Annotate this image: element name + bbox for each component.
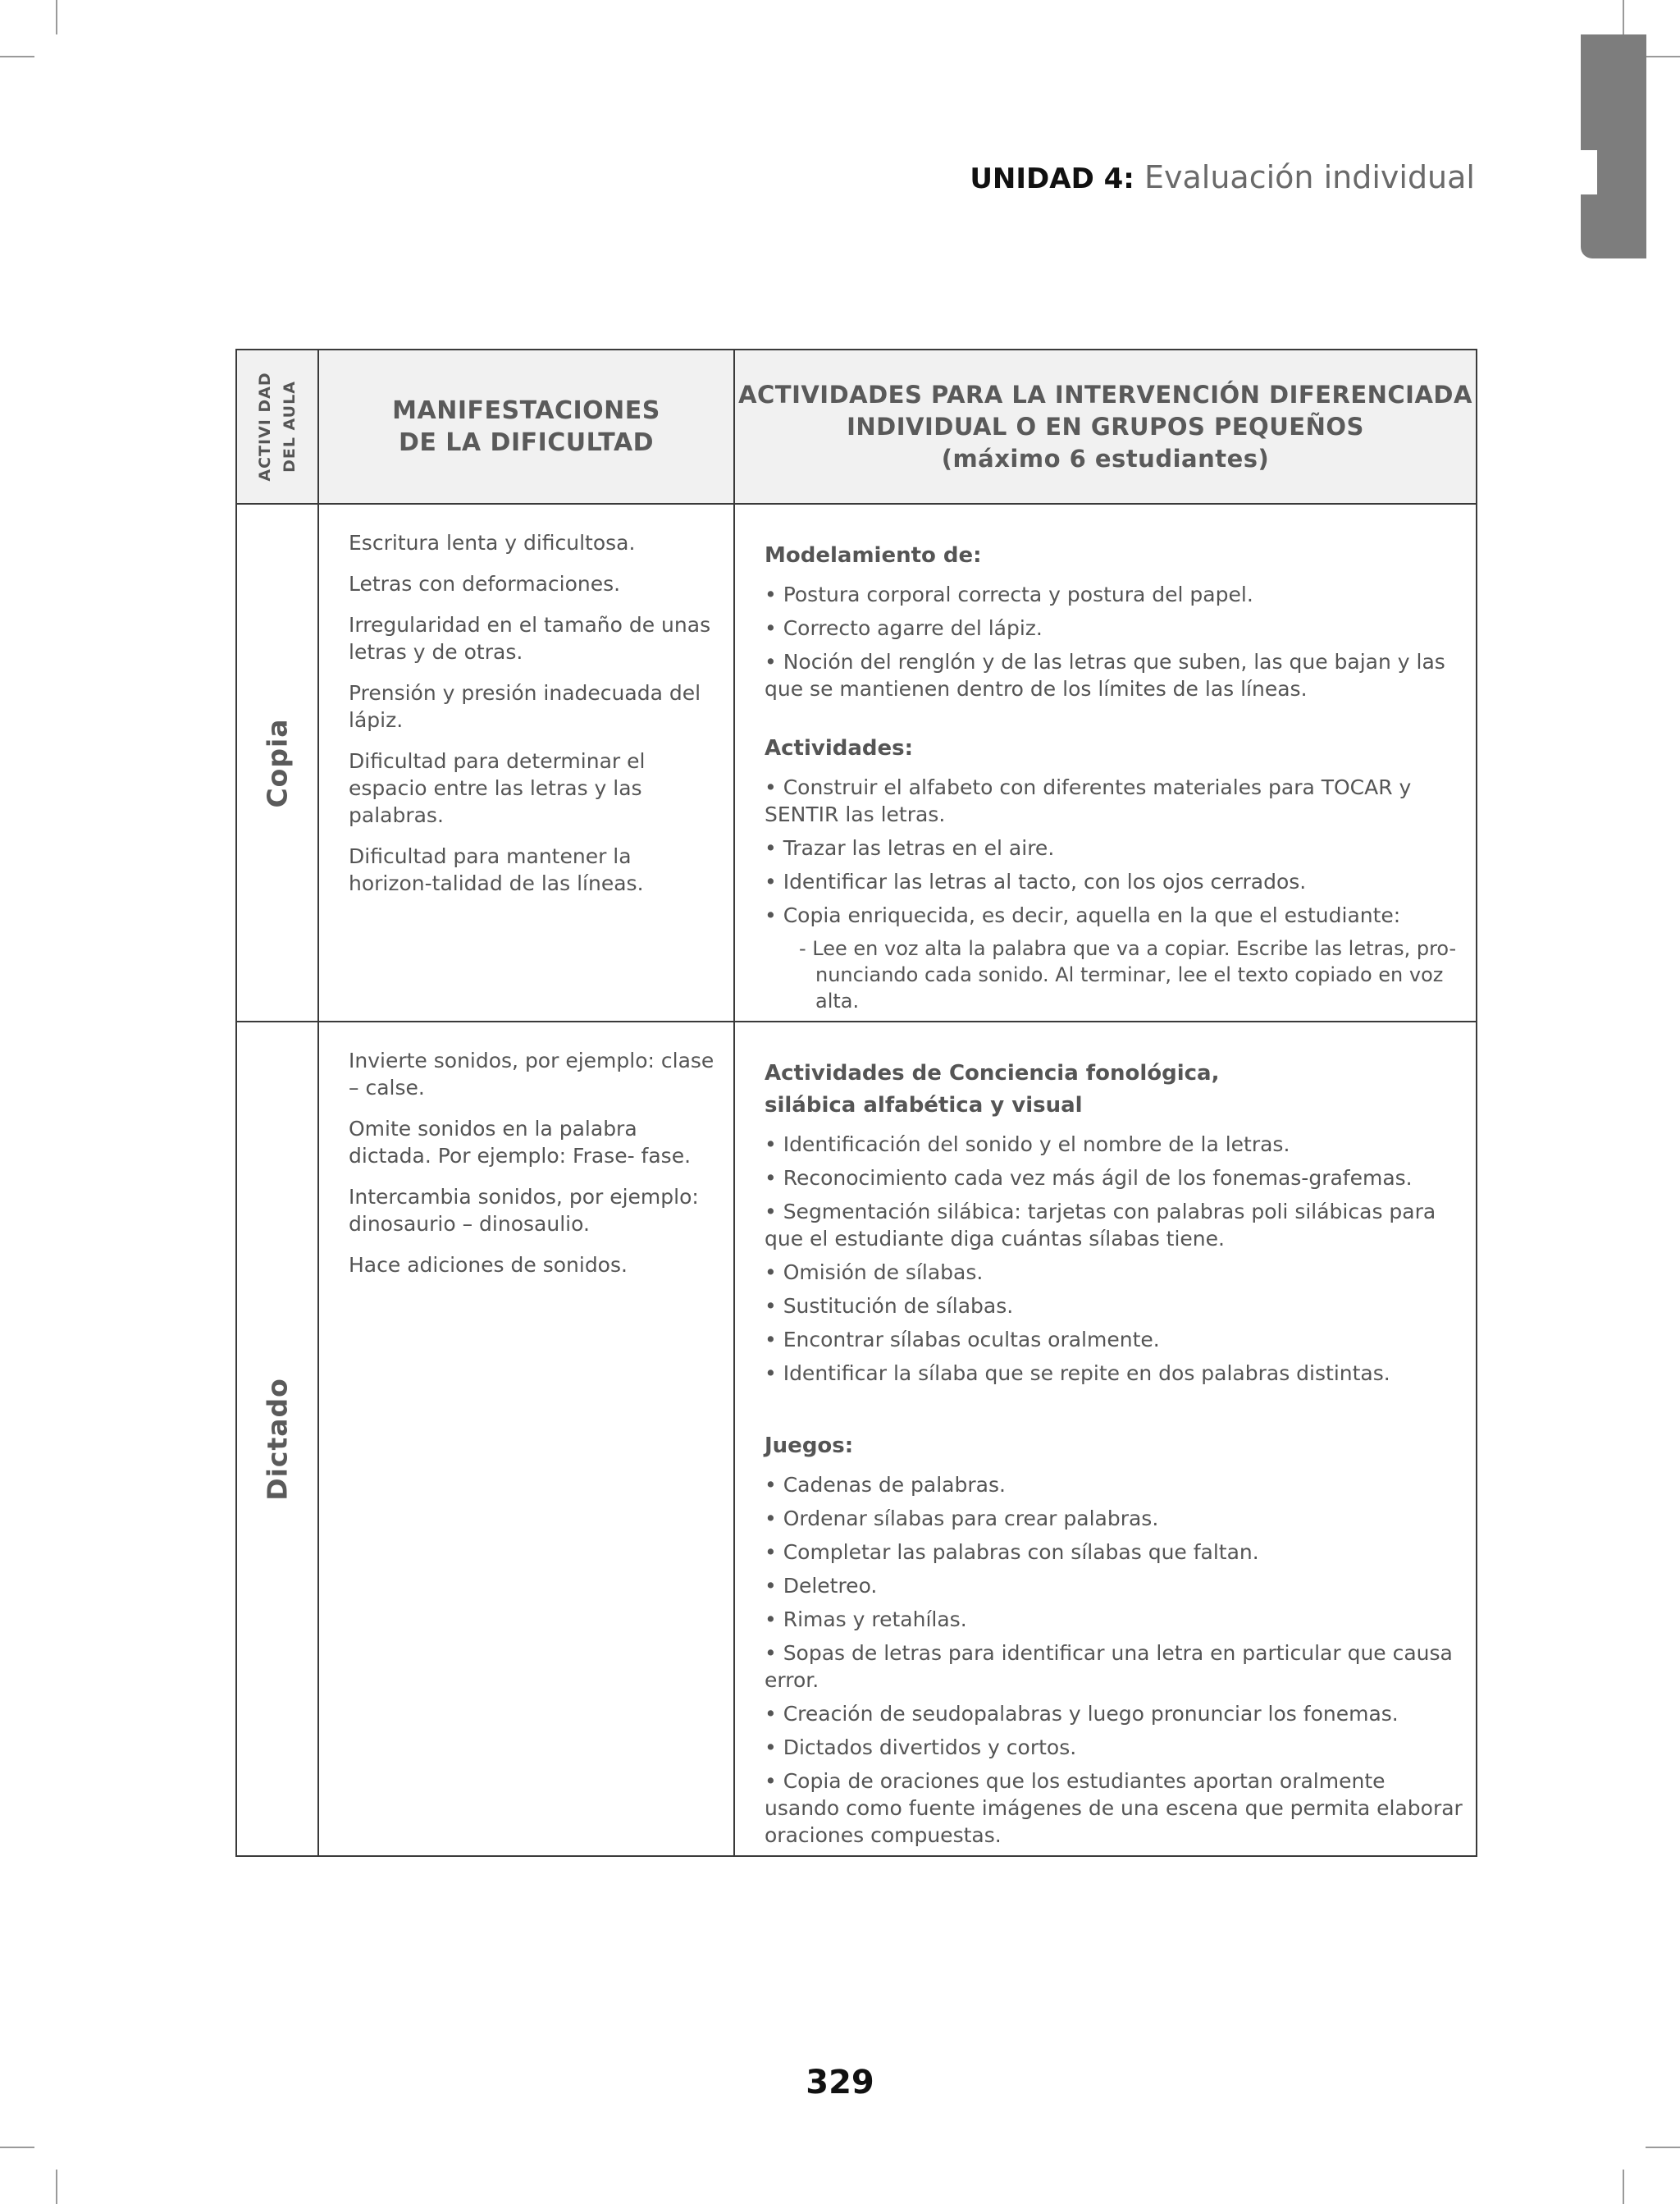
unit-title: Evaluación individual: [1144, 159, 1475, 195]
header-manifestations-line2: DE LA DIFICULTAD: [398, 428, 655, 457]
activity-item: • Trazar las letras en el aire.: [765, 836, 1055, 860]
activity-item: • Segmentación silábica: tarjetas con palabras poli silábicas para que el estudiante diga cuántas sílabas tiene.: [765, 1200, 1436, 1251]
header-activities-line3: (máximo 6 estudiantes): [941, 444, 1270, 473]
manifestation-item: Prensión y presión inadecuada del lápiz.: [349, 681, 701, 732]
row-label: Dictado: [261, 1377, 294, 1501]
unit-label: UNIDAD 4:: [970, 162, 1134, 195]
manifestation-item: Dificultad para determinar el espacio entre las letras y las palabras.: [349, 749, 646, 827]
activity-item: • Copia de oraciones que los estudiantes aportan oralmente usando como fuente imágenes de una escena que permita elaborar oraciones compuestas.: [765, 1769, 1463, 1847]
header-activity-line1: ACTIVI DAD: [256, 372, 274, 482]
activities-cell: [734, 1022, 1477, 1856]
activity-item: • Sopas de letras para identificar una letra en particular que causa error.: [765, 1641, 1453, 1692]
activity-item: • Deletreo.: [765, 1574, 878, 1598]
row-label: Copia: [261, 717, 294, 808]
activity-item: • Ordenar sílabas para crear palabras.: [765, 1507, 1159, 1530]
manifestation-item: Letras con deformaciones.: [349, 572, 621, 596]
activity-item: • Creación de seudopalabras y luego pronunciar los fonemas.: [765, 1702, 1399, 1726]
crop-mark: [0, 2147, 34, 2148]
manifestation-item: Invierte sonidos, por ejemplo: clase – calse.: [349, 1049, 714, 1100]
activity-item: • Noción del renglón y de las letras que suben, las que bajan y las que se mantienen dentro de los límites de las líneas.: [765, 650, 1445, 701]
activity-item: • Encontrar sílabas ocultas oralmente.: [765, 1328, 1160, 1351]
section-title: Actividades de Conciencia fonológica,: [765, 1061, 1220, 1086]
crop-mark: [1623, 2170, 1624, 2204]
manifestations-cell: [318, 1022, 734, 1856]
activities-cell: [734, 504, 1477, 1022]
header-activity-line2: DEL AULA: [281, 381, 299, 473]
crop-mark: [56, 0, 57, 34]
activity-item: • Reconocimiento cada vez más ágil de los fonemas-grafemas.: [765, 1166, 1413, 1190]
activity-item: • Omisión de sílabas.: [765, 1260, 984, 1284]
activity-item: • Construir el alfabeto con diferentes materiales para TOCAR y SENTIR las letras.: [765, 775, 1412, 826]
section-title: Actividades:: [765, 736, 914, 761]
crop-mark: [1646, 2147, 1680, 2148]
activity-item: • Sustitución de sílabas.: [765, 1294, 1014, 1318]
table-row: [236, 1022, 1477, 1856]
header-activity: [236, 350, 318, 504]
manifestation-item: Intercambia sonidos, por ejemplo: dinosaurio – dinosaulio.: [349, 1185, 699, 1236]
crop-mark: [56, 2170, 57, 2204]
header-activities: [734, 350, 1477, 504]
section-title: Modelamiento de:: [765, 543, 982, 568]
row-label-cell: [236, 504, 318, 1022]
header-manifestations: [318, 350, 734, 504]
chapter-tab: [1581, 34, 1646, 258]
activity-item: • Cadenas de palabras.: [765, 1473, 1006, 1497]
activity-item: • Correcto agarre del lápiz.: [765, 616, 1043, 640]
section-title: silábica alfabética y visual: [765, 1093, 1083, 1118]
manifestation-item: Hace adiciones de sonidos.: [349, 1253, 628, 1277]
activity-item: • Copia enriquecida, es decir, aquella en la que el estudiante:: [765, 903, 1401, 927]
crop-mark: [1646, 56, 1680, 57]
table-row: [236, 504, 1477, 1022]
header-activities-line2: INDIVIDUAL O EN GRUPOS PEQUEÑOS: [847, 412, 1364, 441]
row-label-cell: [236, 1022, 318, 1856]
activity-item: • Completar las palabras con sílabas que faltan.: [765, 1540, 1259, 1564]
header-activities-line1: ACTIVIDADES PARA LA INTERVENCIÓN DIFERENCIADA: [738, 380, 1472, 409]
page-header: [970, 159, 1475, 195]
intervention-table: [235, 349, 1477, 1857]
manifestation-item: Omite sonidos en la palabra dictada. Por ejemplo: Frase- fase.: [349, 1117, 692, 1168]
page-number: 329: [806, 2064, 874, 2101]
crop-mark: [1623, 0, 1624, 34]
activity-item: • Identificar las letras al tacto, con los ojos cerrados.: [765, 870, 1307, 894]
table-header-row: [236, 350, 1477, 504]
crop-mark: [0, 56, 34, 57]
activity-item: • Dictados divertidos y cortos.: [765, 1735, 1077, 1759]
activity-subitem: - Lee en voz alta la palabra que va a copiar. Escribe las letras, pro-nunciando cada sonido. Al terminar, lee el texto copiado en voz alta.: [799, 937, 1457, 1013]
manifestation-item: Dificultad para mantener la horizon-talidad de las líneas.: [349, 844, 644, 895]
header-manifestations-line1: MANIFESTACIONES: [392, 396, 660, 425]
activity-item: • Rimas y retahílas.: [765, 1607, 967, 1631]
activity-item: • Postura corporal correcta y postura del papel.: [765, 583, 1253, 606]
manifestation-item: Irregularidad en el tamaño de unas letras y de otras.: [349, 613, 711, 664]
activity-item: • Identificar la sílaba que se repite en dos palabras distintas.: [765, 1361, 1390, 1385]
manifestation-item: Escritura lenta y dificultosa.: [349, 531, 636, 555]
manifestations-cell: [318, 504, 734, 1022]
activity-item: • Identificación del sonido y el nombre de la letras.: [765, 1132, 1290, 1156]
chapter-tab-notch: [1581, 150, 1597, 194]
section-title: Juegos:: [765, 1434, 854, 1458]
